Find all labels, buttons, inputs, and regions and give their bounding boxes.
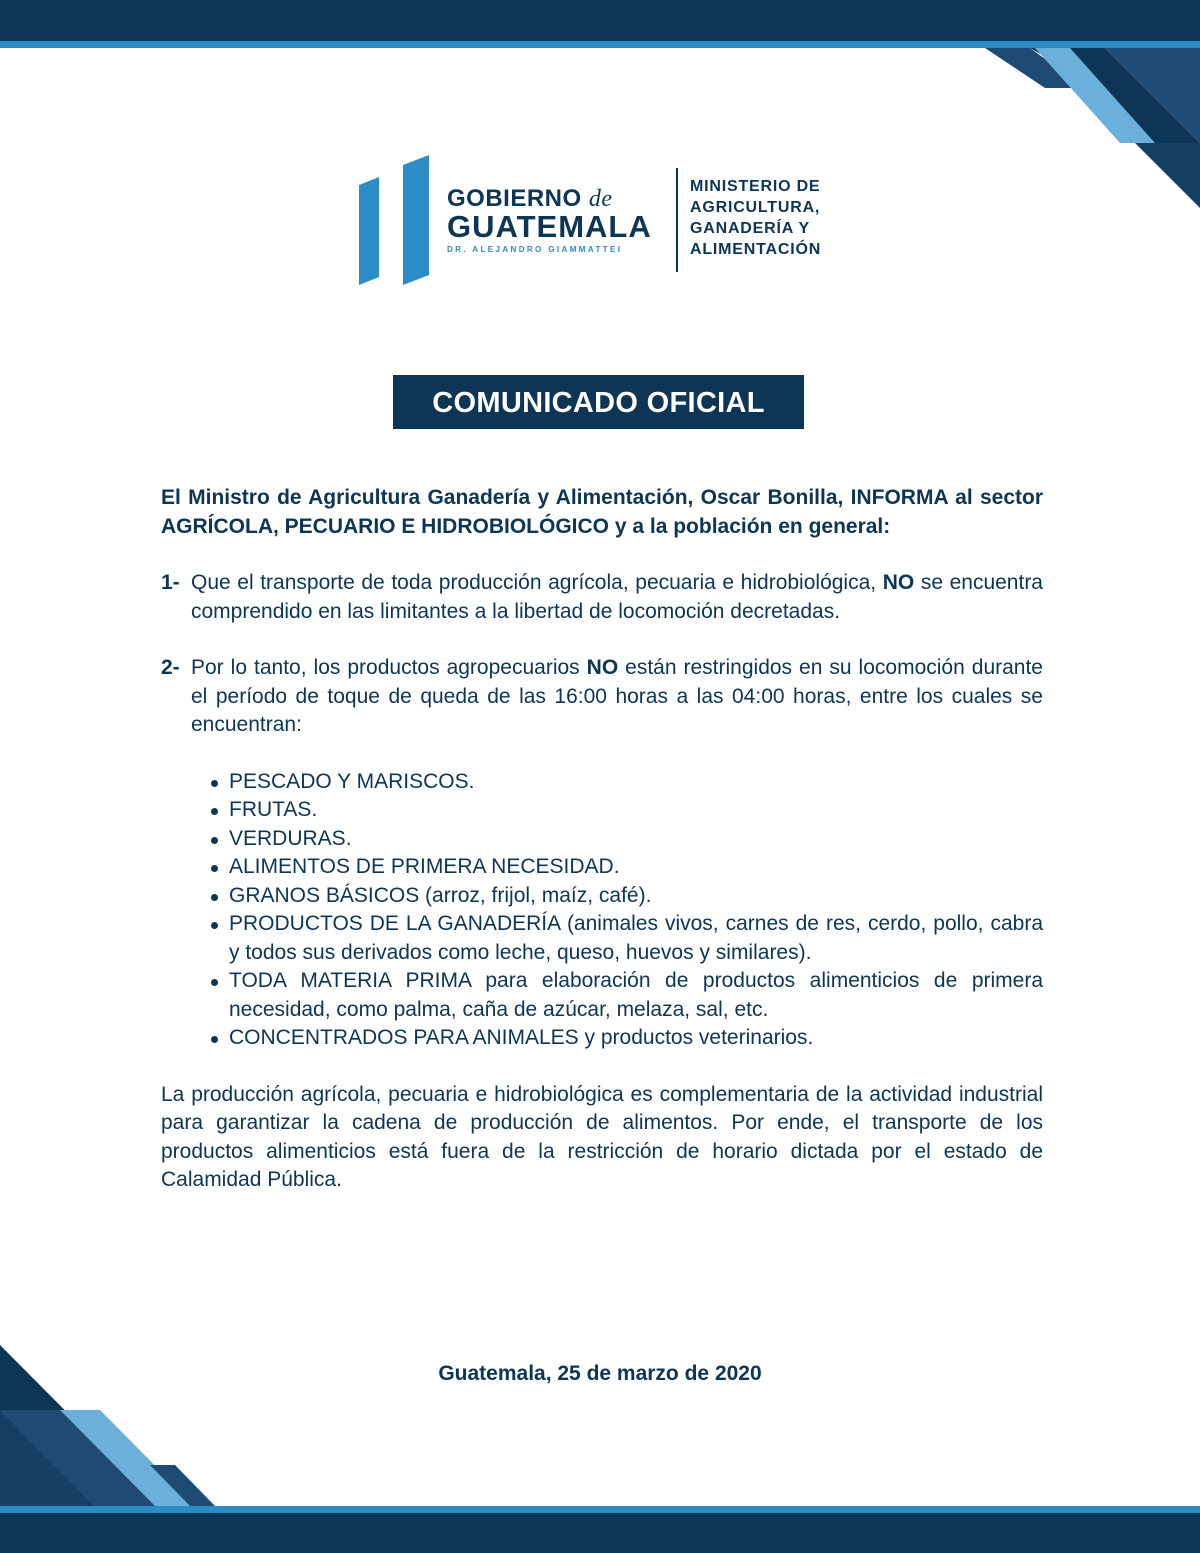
list-item: PRODUCTOS DE LA GANADERÍA (animales vivos, carnes de res, cerdo, pollo, cabra y todos sus derivados como leche, queso, huevos y similares). [208, 910, 1043, 967]
list-item: VERDURAS. [208, 825, 1043, 854]
ministry-line-1: MINISTERIO DE [690, 178, 821, 195]
logo-divider [676, 168, 678, 272]
point-number: 2- [161, 656, 180, 679]
document-title: COMUNICADO OFICIAL [393, 375, 804, 429]
point-emphasis: NO [882, 571, 915, 594]
ministry-line-4: ALIMENTACIÓN [690, 241, 822, 258]
top-accent-stripe [0, 41, 1200, 48]
list-item: FRUTAS. [208, 796, 1043, 825]
document-body [161, 484, 1043, 1216]
bottom-band [0, 1513, 1200, 1553]
list-item: TODA MATERIA PRIMA para elaboración de productos alimenticios de primera necesidad, como palma, caña de azúcar, melaza, sal, etc. [208, 967, 1043, 1024]
ministry-name [690, 176, 890, 260]
list-item: GRANOS BÁSICOS (arroz, frijol, maíz, café). [208, 882, 1043, 911]
point-1 [161, 569, 1043, 626]
list-item: PESCADO Y MARISCOS. [208, 768, 1043, 797]
point-text [191, 569, 1043, 626]
government-logo [355, 150, 855, 290]
point-text-part: Que el transporte de toda producción agrícola, pecuaria e hidrobiológica, [191, 571, 883, 594]
top-band [0, 0, 1200, 41]
ministry-line-3: GANADERÍA Y [690, 220, 810, 237]
gobierno-label: GOBIERNO [447, 185, 582, 212]
closing-paragraph: La producción agrícola, pecuaria e hidrobiológica es complementaria de la actividad industrial para garantizar la cadena de producción de alimentos. Por ende, el transporte de los productos alimenticios está fuera de la restricción de horario dictada por el estado de Calamidad Pública. [161, 1082, 1043, 1191]
product-list [208, 768, 1043, 1053]
intro-paragraph: El Ministro de Agricultura Ganadería y Alimentación, Oscar Bonilla, INFORMA al sector AGRÍCOLA, PECUARIO E HIDROBIOLÓGICO y a la población en general: [161, 486, 1043, 538]
gobierno-wordmark [447, 186, 657, 254]
list-item: ALIMENTOS DE PRIMERA NECESIDAD. [208, 853, 1043, 882]
document-date: Guatemala, 25 de marzo de 2020 [438, 1362, 762, 1385]
top-right-corner-decoration [985, 48, 1200, 213]
point-text-part: están restringidos en su locomoción durante el período de toque de queda de las 16:00 horas a las 04:00 horas, entre los cuales se encuentran: [191, 656, 1043, 736]
point-text [191, 654, 1043, 740]
point-text-part: se encuentra comprendido en las limitantes a la libertad de locomoción decretadas. [191, 571, 1043, 623]
point-2 [161, 654, 1043, 740]
list-item: CONCENTRADOS PARA ANIMALES y productos veterinarios. [208, 1024, 1043, 1053]
guatemala-label: GUATEMALA [447, 209, 652, 244]
gobierno-emblem-icon [355, 155, 435, 287]
ministry-line-2: AGRICULTURA, [690, 199, 821, 216]
president-name: DR. ALEJANDRO GIAMMATTEI [447, 245, 623, 254]
point-emphasis: NO [586, 656, 619, 679]
bottom-accent-stripe [0, 1506, 1200, 1513]
de-label: de [588, 186, 613, 212]
point-text-part: Por lo tanto, los productos agropecuarios [191, 656, 587, 679]
point-number: 1- [161, 571, 180, 594]
